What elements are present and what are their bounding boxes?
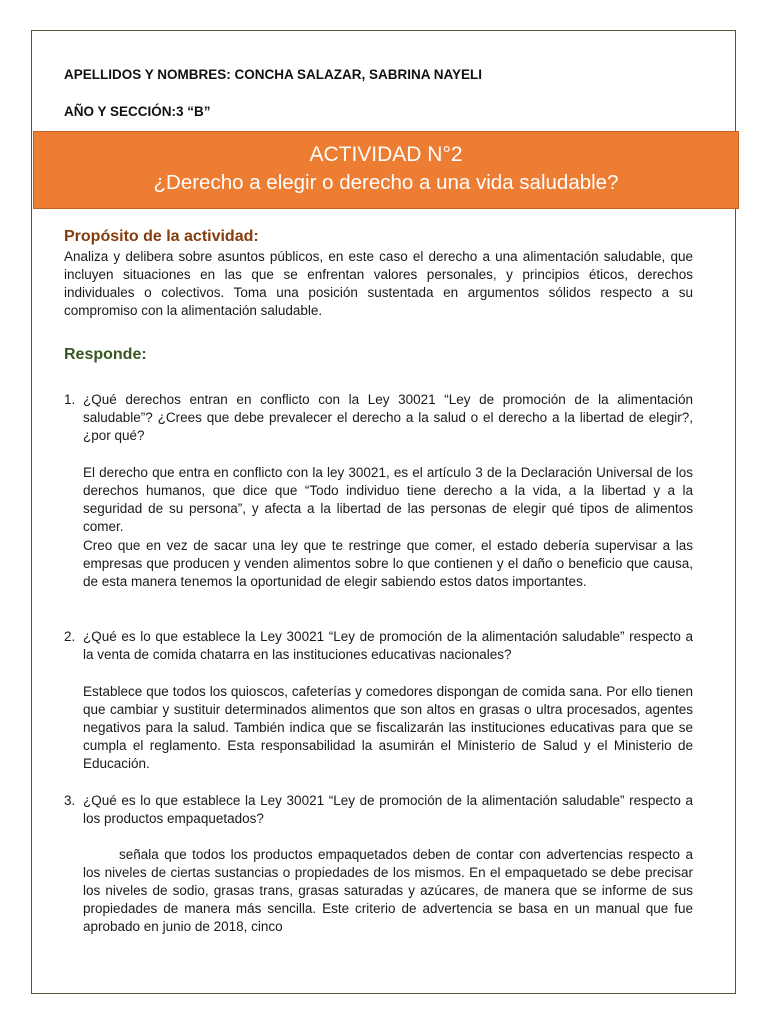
respond-heading: Responde:: [64, 346, 147, 363]
purpose-text: Analiza y delibera sobre asuntos públicos, en este caso el derecho a una alimentación saludable, que incluyen situaciones en las que se enfrentan valores personales, y principios éticos, derechos individuales o colectivos. Toma una posición sustentada en argumentos sólidos respecto a su compromiso con la alimentación saludable.: [64, 249, 693, 318]
activity-subtitle: ¿Derecho a elegir o derecho a una vida saludable?: [153, 171, 619, 194]
question-text: ¿Qué derechos entran en conflicto con la Ley 30021 “Ley de promoción de la alimentación saludable”? ¿Crees que debe prevalecer el derecho a la salud o el derecho a la libertad de elegir?, ¿por qué?: [83, 392, 693, 443]
purpose-heading: Propósito de la actividad:: [64, 228, 259, 245]
answer-paragraph: Creo que en vez de sacar una ley que te restringe que comer, el estado debería supervisar a las empresas que producen y venden alimentos sobre lo que contienen y el daño o beneficio que causa, de esta manera tenemos la oportunidad de elegir sabiendo estos datos importantes.: [83, 538, 693, 589]
activity-title: ACTIVIDAD N°2: [309, 143, 463, 166]
year-section-line: AÑO Y SECCIÓN:3 “B”: [64, 104, 211, 119]
student-name-line: APELLIDOS Y NOMBRES: CONCHA SALAZAR, SABRINA NAYELI: [64, 67, 483, 82]
question-number: 1.: [64, 392, 76, 407]
activity-banner: [33, 131, 739, 209]
question-number: 2.: [64, 629, 76, 644]
question-text: ¿Qué es lo que establece la Ley 30021 “Ley de promoción de la alimentación saludable” respecto a la venta de comida chatarra en las instituciones educativas nacionales?: [83, 629, 693, 662]
answer-paragraph: señala que todos los productos empaquetados deben de contar con advertencias respecto a los niveles de ciertas sustancias o propiedades de los mismos. En el empaquetado se debe precisar los niveles de sodio, grasas trans, grasas saturadas y azúcares, de manera que se informe de sus propiedades de manera más sencilla. Este criterio de advertencia se basa en un manual que fue aprobado en junio de 2018, cinco: [83, 847, 693, 934]
question-number: 3.: [64, 793, 76, 808]
answer-paragraph: El derecho que entra en conflicto con la ley 30021, es el artículo 3 de la Declaración Universal de los derechos humanos, que dice que “Todo individuo tiene derecho a la vida, a la libertad y a la seguridad de su persona”, y afecta a la libertad de las personas de elegir qué tipos de alimentos comer.: [83, 465, 693, 534]
answer-paragraph: Establece que todos los quioscos, cafeterías y comedores dispongan de comida sana. Por ello tienen que cambiar y sustituir determinados alimentos que son altos en grasas o ultra procesados, agentes negativos para la salud. También indica que se fiscalizarán las instituciones educativas para que se cumpla el reglamento. Esta responsabilidad la asumirán el Ministerio de Salud y el Ministerio de Educación.: [83, 684, 693, 771]
question-text: ¿Qué es lo que establece la Ley 30021 “Ley de promoción de la alimentación saludable” respecto a los productos empaquetados?: [83, 793, 693, 826]
